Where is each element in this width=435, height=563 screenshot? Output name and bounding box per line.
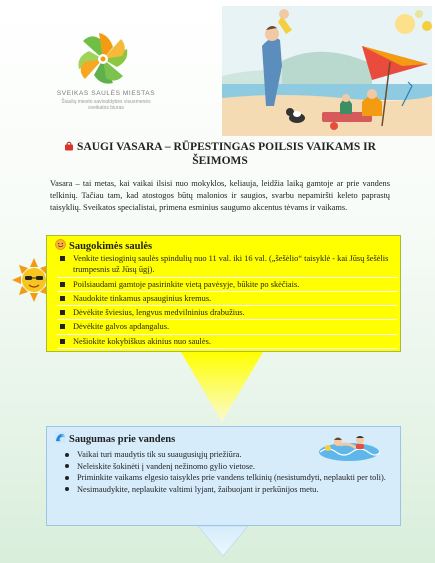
sun-section-heading: [55, 239, 152, 252]
logo-subtitle: Šiaulių miesto savivaldybės visuomenės sveikatos biuras: [61, 99, 151, 111]
list-item: [61, 461, 391, 473]
water-section-heading: [55, 432, 175, 445]
list-item: [57, 253, 397, 278]
smiling-face-icon: [55, 239, 66, 250]
swimming-children-illustration: [318, 428, 380, 462]
list-item: [57, 336, 397, 349]
list-item-text: Venkite tiesioginių saulės spindulių nuo 11 val. iki 16 val. („šešėlio“ taisyklė - kai Jūsų šešėlis trumpesnis už Jūsų ūgį).: [73, 254, 389, 275]
page-title: [40, 140, 400, 168]
bullet-dot-icon: [65, 464, 69, 468]
list-item-text: Naudokite tinkamus apsauginius kremus.: [73, 293, 212, 303]
page-title-text: SAUGI VASARA – RŪPESTINGAS POILSIS VAIKAMS IR ŠEIMOMS: [77, 141, 376, 167]
bullet-square-icon: [60, 310, 65, 315]
list-item-text: Vaikai turi maudytis tik su suaugusiųjų priežiūra.: [77, 450, 242, 459]
bullet-square-icon: [60, 256, 65, 261]
list-item: [57, 321, 397, 334]
sun-tips-list: [57, 253, 397, 350]
bullet-square-icon: [60, 339, 65, 344]
list-item: [57, 293, 397, 306]
list-item-text: Neleiskite šokinėti į vandenį nežinomo gylio vietose.: [77, 461, 255, 471]
down-arrow-icon: [198, 526, 248, 556]
list-item-text: Nešiokite kokybiškus akinius nuo saulės.: [73, 336, 211, 346]
intro-paragraph: Vasara – tai metas, kai vaikai ilsisi nuo mokyklos, keliauja, leidžia laiką gamtoje ar prie vandens telkinių. Tačiau tam, kad atostogos būtų malonios ir saugios, svarbu nepamiršti keleto paprastų taisyklių. Sveikatos specialistai, primena esminius saugumo akcentus tėvams ir vaikams.: [50, 179, 390, 213]
wave-icon: [55, 432, 66, 443]
bullet-dot-icon: [65, 453, 69, 457]
list-item: [61, 472, 391, 484]
list-item: [61, 484, 391, 496]
list-item-text: Dėvėkite galvos apdangalus.: [73, 322, 170, 332]
family-beach-illustration: [222, 6, 432, 136]
logo: [46, 30, 166, 120]
list-item: [57, 307, 397, 320]
list-item: [57, 279, 397, 292]
down-arrow-icon: [181, 352, 263, 422]
bullet-square-icon: [60, 296, 65, 301]
logo-title: SVEIKAS SAULĖS MIESTAS: [56, 90, 156, 97]
sun-safety-box: [46, 235, 401, 352]
bullet-dot-icon: [65, 487, 69, 491]
list-item-text: Nesimaudykite, neplaukite valtimi lyjant, žaibuojant ir perkūnijos metu.: [77, 484, 319, 494]
list-item-text: Priminkite vaikams elgesio taisykles prie vandens telkinių (nesistumdyti, neplaukti per toli).: [77, 473, 386, 483]
water-section-heading-text: Saugumas prie vandens: [69, 434, 176, 445]
pinwheel-sun-logo-icon: [73, 30, 133, 88]
bullet-square-icon: [60, 324, 65, 329]
sun-section-heading-text: Saugokimės saulės: [69, 241, 153, 252]
bag-icon: [64, 141, 74, 151]
list-item-text: Poilsiaudami gamtoje pasirinkite vietą pavėsyje, būkite po skėčiais.: [73, 279, 300, 289]
list-item-text: Dėvėkite šviesius, lengvus medvilninius drabužius.: [73, 308, 245, 318]
bullet-dot-icon: [65, 476, 69, 480]
bullet-square-icon: [60, 282, 65, 287]
